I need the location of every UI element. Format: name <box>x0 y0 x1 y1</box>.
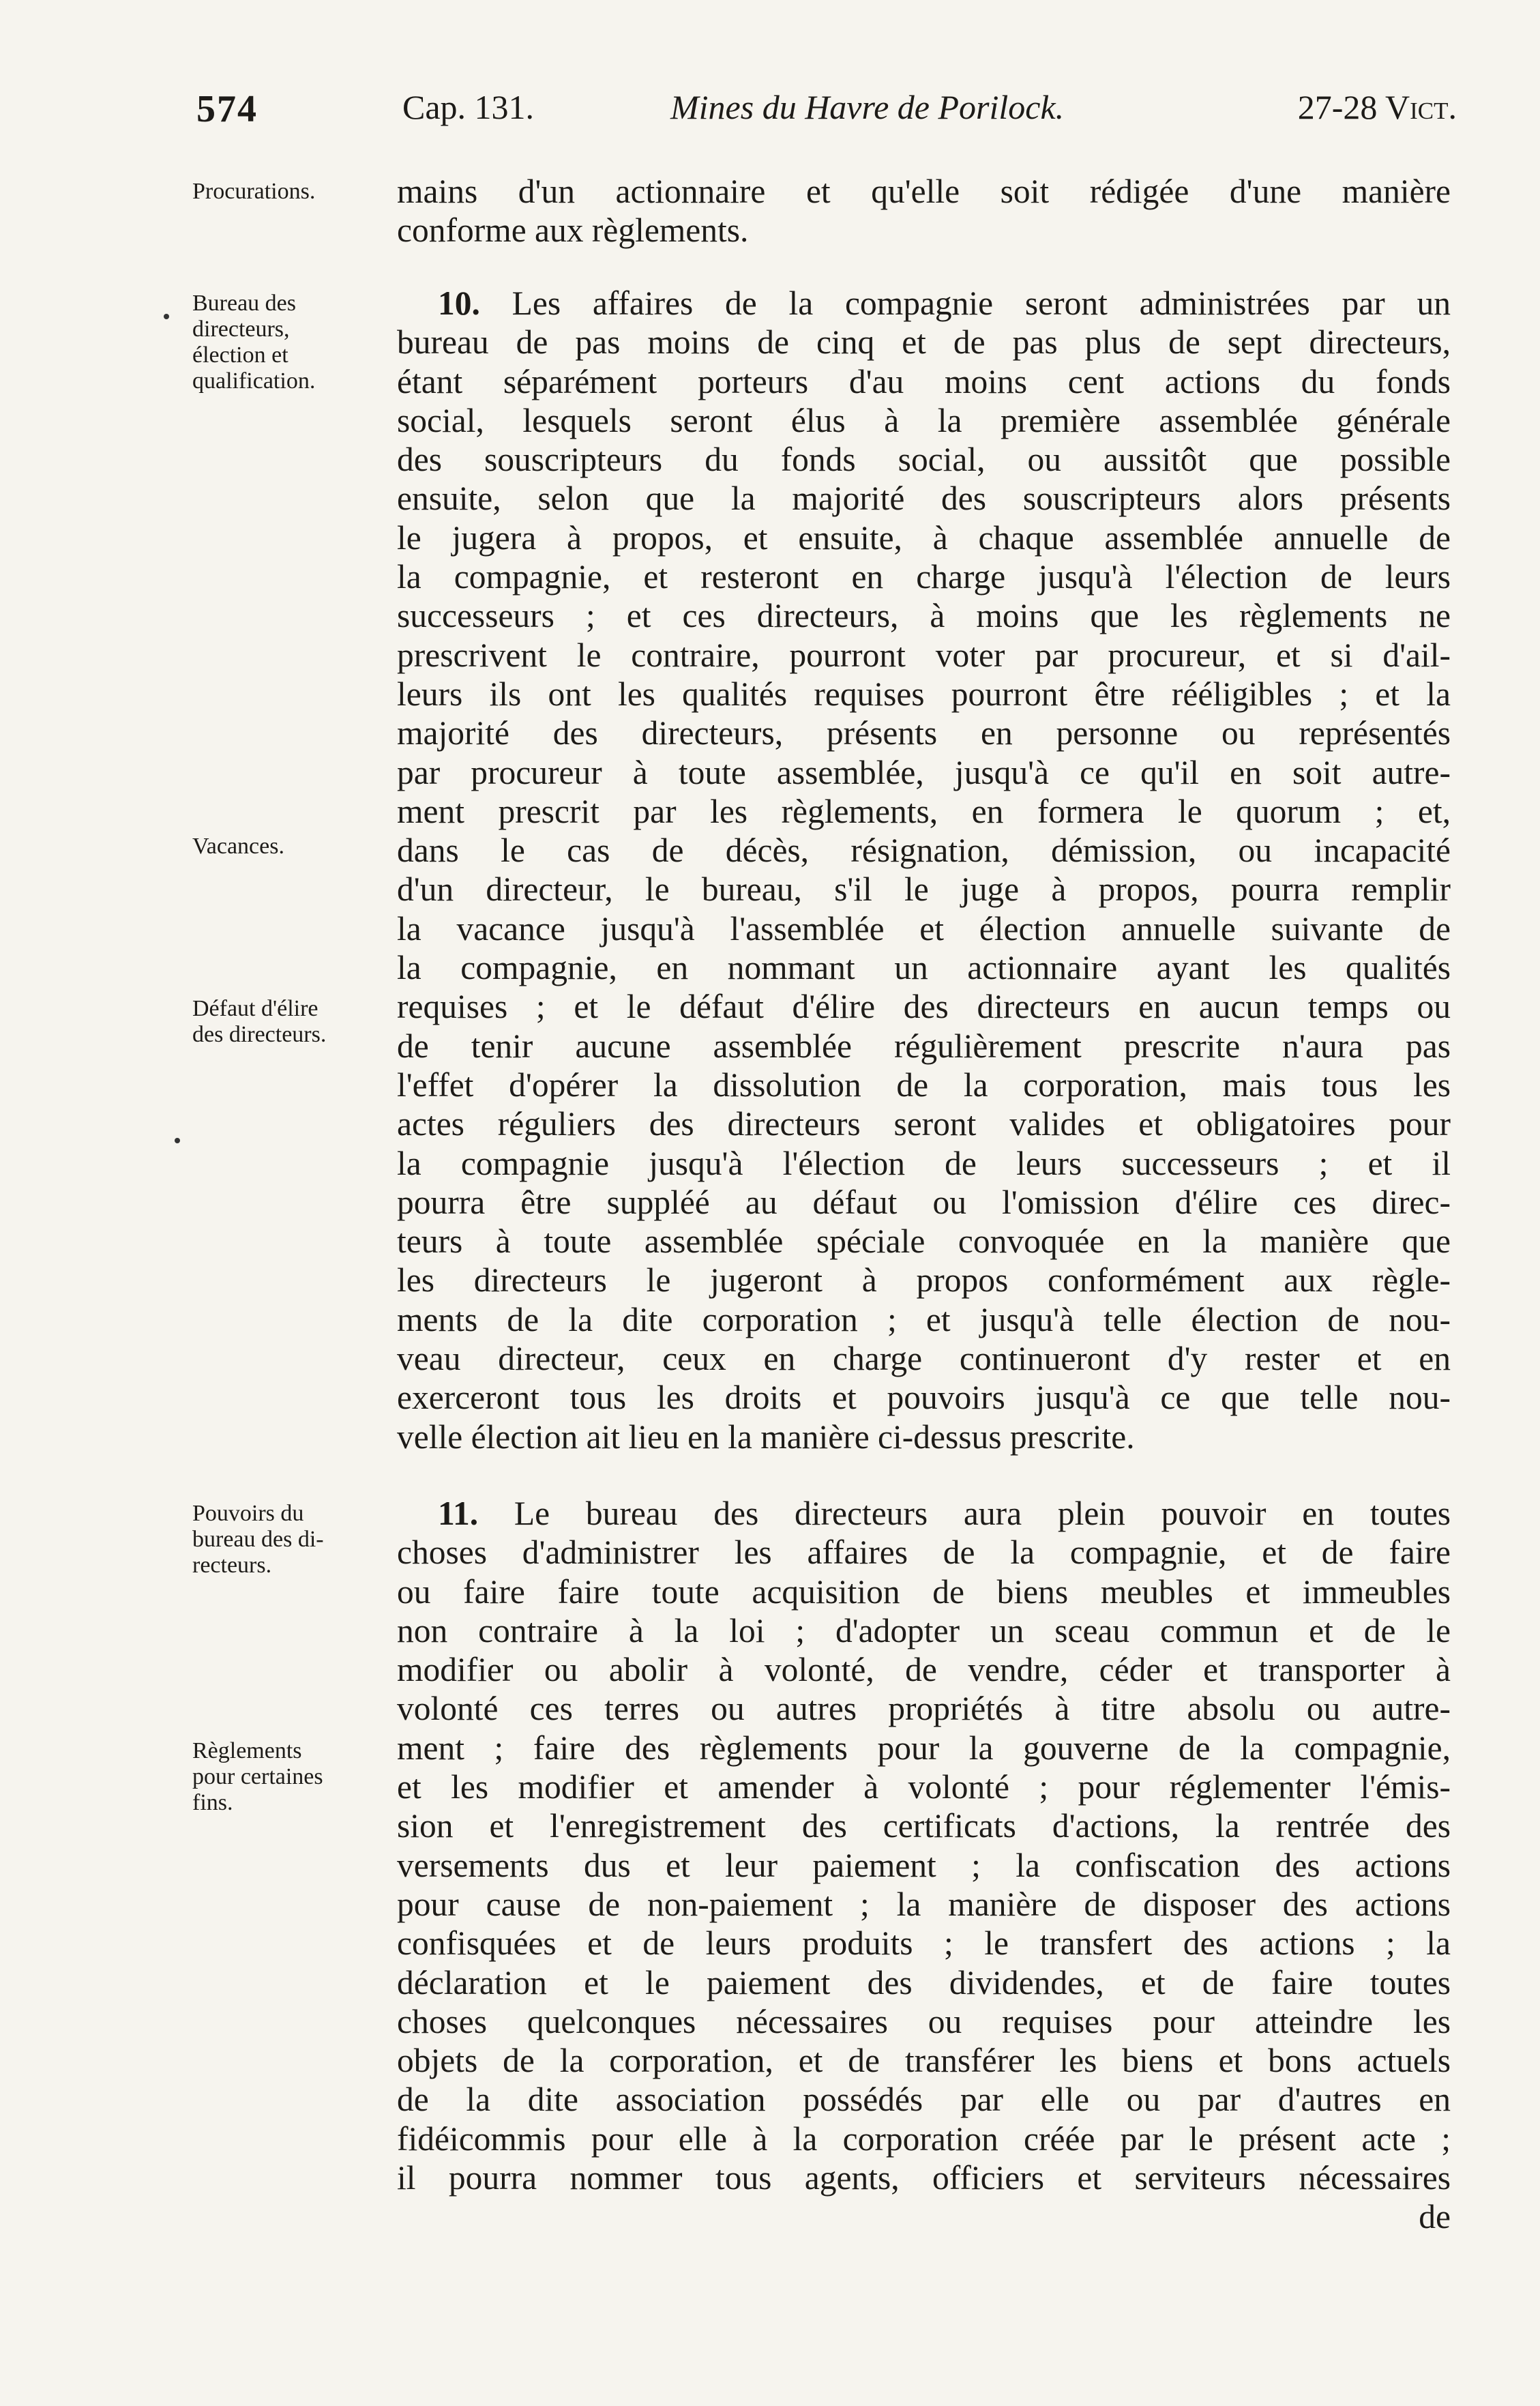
ink-speck <box>175 1138 180 1143</box>
text-line: déclaration et le paiement des dividendes, et de faire toutes <box>397 1963 1451 2001</box>
text-line: volonté ces terres ou autres propriétés à titre absolu ou autre- <box>397 1690 1451 1728</box>
running-title: Mines du Havre de Porilock. <box>670 88 1065 126</box>
text-line: conforme aux règlements. <box>397 211 749 250</box>
text-line: prescrivent le contraire, pourront voter par procureur, et si d'ail- <box>397 636 1451 674</box>
text-line: veau directeur, ceux en charge continueront d'y rester et en <box>397 1340 1451 1378</box>
text-line: dans le cas de décès, résignation, démission, ou incapacité <box>397 832 1451 870</box>
text-line: le jugera à propos, et ensuite, à chaque assemblée annuelle de <box>397 518 1451 557</box>
paragraph-continuation <box>397 172 1451 250</box>
text-line: d'un directeur, le bureau, s'il le juge à propos, pourra remplir <box>397 870 1451 909</box>
margin-note-bureau: Bureau des directeurs, élection et qualification. <box>192 291 316 394</box>
text-line: actes réguliers des directeurs seront valides et obligatoires pour <box>397 1105 1451 1143</box>
text-line: velle élection ait lieu en la manière ci-dessus prescrite. <box>397 1418 1135 1456</box>
text-line: leurs ils ont les qualités requises pourront être rééligibles ; et la <box>397 675 1451 713</box>
text-line: la compagnie, et resteront en charge jusqu'à l'élection de leurs <box>397 558 1451 596</box>
text-line: choses d'administrer les affaires de la compagnie, et de faire <box>397 1534 1451 1572</box>
text-line: ments de la dite corporation ; et jusqu'à telle élection de nou- <box>397 1300 1451 1338</box>
section-number: 11. <box>438 1495 479 1532</box>
page-number: 574 <box>196 88 258 130</box>
text-line: choses quelconques nécessaires ou requises pour atteindre les <box>397 2002 1451 2040</box>
text-line: teurs à toute assemblée spéciale convoquée en la manière que <box>397 1222 1451 1261</box>
section-number: 10. <box>438 284 480 322</box>
text-line: confisquées et de leurs produits ; le transfert des actions ; la <box>397 1924 1451 1963</box>
text-line: les directeurs le jugeront à propos conformément aux règle- <box>397 1261 1451 1300</box>
text-line: non contraire à la loi ; d'adopter un sceau commun et de le <box>397 1611 1451 1649</box>
text-line: 11. Le bureau des directeurs aura plein pouvoir en toutes <box>438 1495 1451 1532</box>
text-line: et les modifier et amender à volonté ; pour réglementer l'émis- <box>397 1768 1451 1806</box>
text-line: exerceront tous les droits et pouvoirs jusqu'à ce que telle nou- <box>397 1379 1451 1417</box>
text-line: la vacance jusqu'à l'assemblée et élection annuelle suivante de <box>397 909 1451 948</box>
text-line: la compagnie, en nommant un actionnaire ayant les qualités <box>397 949 1451 987</box>
section-10 <box>397 284 1451 1456</box>
text-line: social, lesquels seront élus à la première assemblée générale <box>397 401 1451 439</box>
text-line: pourra être suppléé au défaut ou l'omission d'élire ces direc- <box>397 1183 1451 1221</box>
section-11 <box>397 1494 1451 2237</box>
text-line: ment ; faire des règlements pour la gouverne de la compagnie, <box>397 1729 1451 1767</box>
text-line: de tenir aucune assemblée régulièrement prescrite n'aura pas <box>397 1027 1451 1065</box>
chapter-label: Cap. 131. <box>402 88 535 126</box>
text-line: par procureur à toute assemblée, jusqu'à ce qu'il en soit autre- <box>397 753 1451 791</box>
text-line: majorité des directeurs, présents en personne ou représentés <box>397 714 1451 752</box>
text-line: successeurs ; et ces directeurs, à moins que les règlements ne <box>397 597 1451 635</box>
text-line: objets de la corporation, et de transférer les biens et bons actuels <box>397 2042 1451 2080</box>
margin-note-pouvoirs: Pouvoirs du bureau des di- recteurs. <box>192 1501 324 1578</box>
text-line: sion et l'enregistrement des certificats d'actions, la rentrée des <box>397 1807 1451 1845</box>
text-line: pour cause de non-paiement ; la manière de disposer des actions <box>397 1885 1451 1923</box>
catchword: de <box>1419 2198 1451 2236</box>
text-line: de la dite association possédés par elle ou par d'autres en <box>397 2081 1451 2119</box>
text-line: fidéicommis pour elle à la corporation créée par le présent acte ; <box>397 2119 1451 2158</box>
margin-note-reglements: Règlements pour certaines fins. <box>192 1738 323 1815</box>
text-line: bureau de pas moins de cinq et de pas plus de sept directeurs, <box>397 323 1451 362</box>
text-line: modifier ou abolir à volonté, de vendre, céder et transporter à <box>397 1651 1451 1689</box>
margin-note-procurations: Procurations. <box>192 179 316 204</box>
text-line: requises ; et le défaut d'élire des directeurs en aucun temps ou <box>397 988 1451 1026</box>
text-line: il pourra nommer tous agents, officiers et serviteurs nécessaires <box>397 2159 1451 2197</box>
text-line: 10. Les affaires de la compagnie seront administrées par un <box>438 284 1451 322</box>
text-line: versements dus et leur paiement ; la confiscation des actions <box>397 1846 1451 1884</box>
margin-note-vacances: Vacances. <box>192 834 284 859</box>
ink-speck <box>164 314 169 319</box>
text-line: ment prescrit par les règlements, en formera le quorum ; et, <box>397 792 1451 830</box>
margin-note-defaut: Défaut d'élire des directeurs. <box>192 996 327 1047</box>
text-line: mains d'un actionnaire et qu'elle soit rédigée d'une manière <box>397 173 1451 210</box>
text-line: ensuite, selon que la majorité des souscripteurs alors présents <box>397 480 1451 518</box>
regnal-year: 27-28 Vict. <box>1297 88 1457 126</box>
text-line: des souscripteurs du fonds social, ou aussitôt que possible <box>397 441 1451 479</box>
running-header <box>196 87 1457 142</box>
text-line: étant séparément porteurs d'au moins cent actions du fonds <box>397 362 1451 400</box>
text-line: ou faire faire toute acquisition de biens meubles et immeubles <box>397 1572 1451 1611</box>
text-line: l'effet d'opérer la dissolution de la corporation, mais tous les <box>397 1066 1451 1104</box>
text-line: la compagnie jusqu'à l'élection de leurs successeurs ; et il <box>397 1144 1451 1182</box>
